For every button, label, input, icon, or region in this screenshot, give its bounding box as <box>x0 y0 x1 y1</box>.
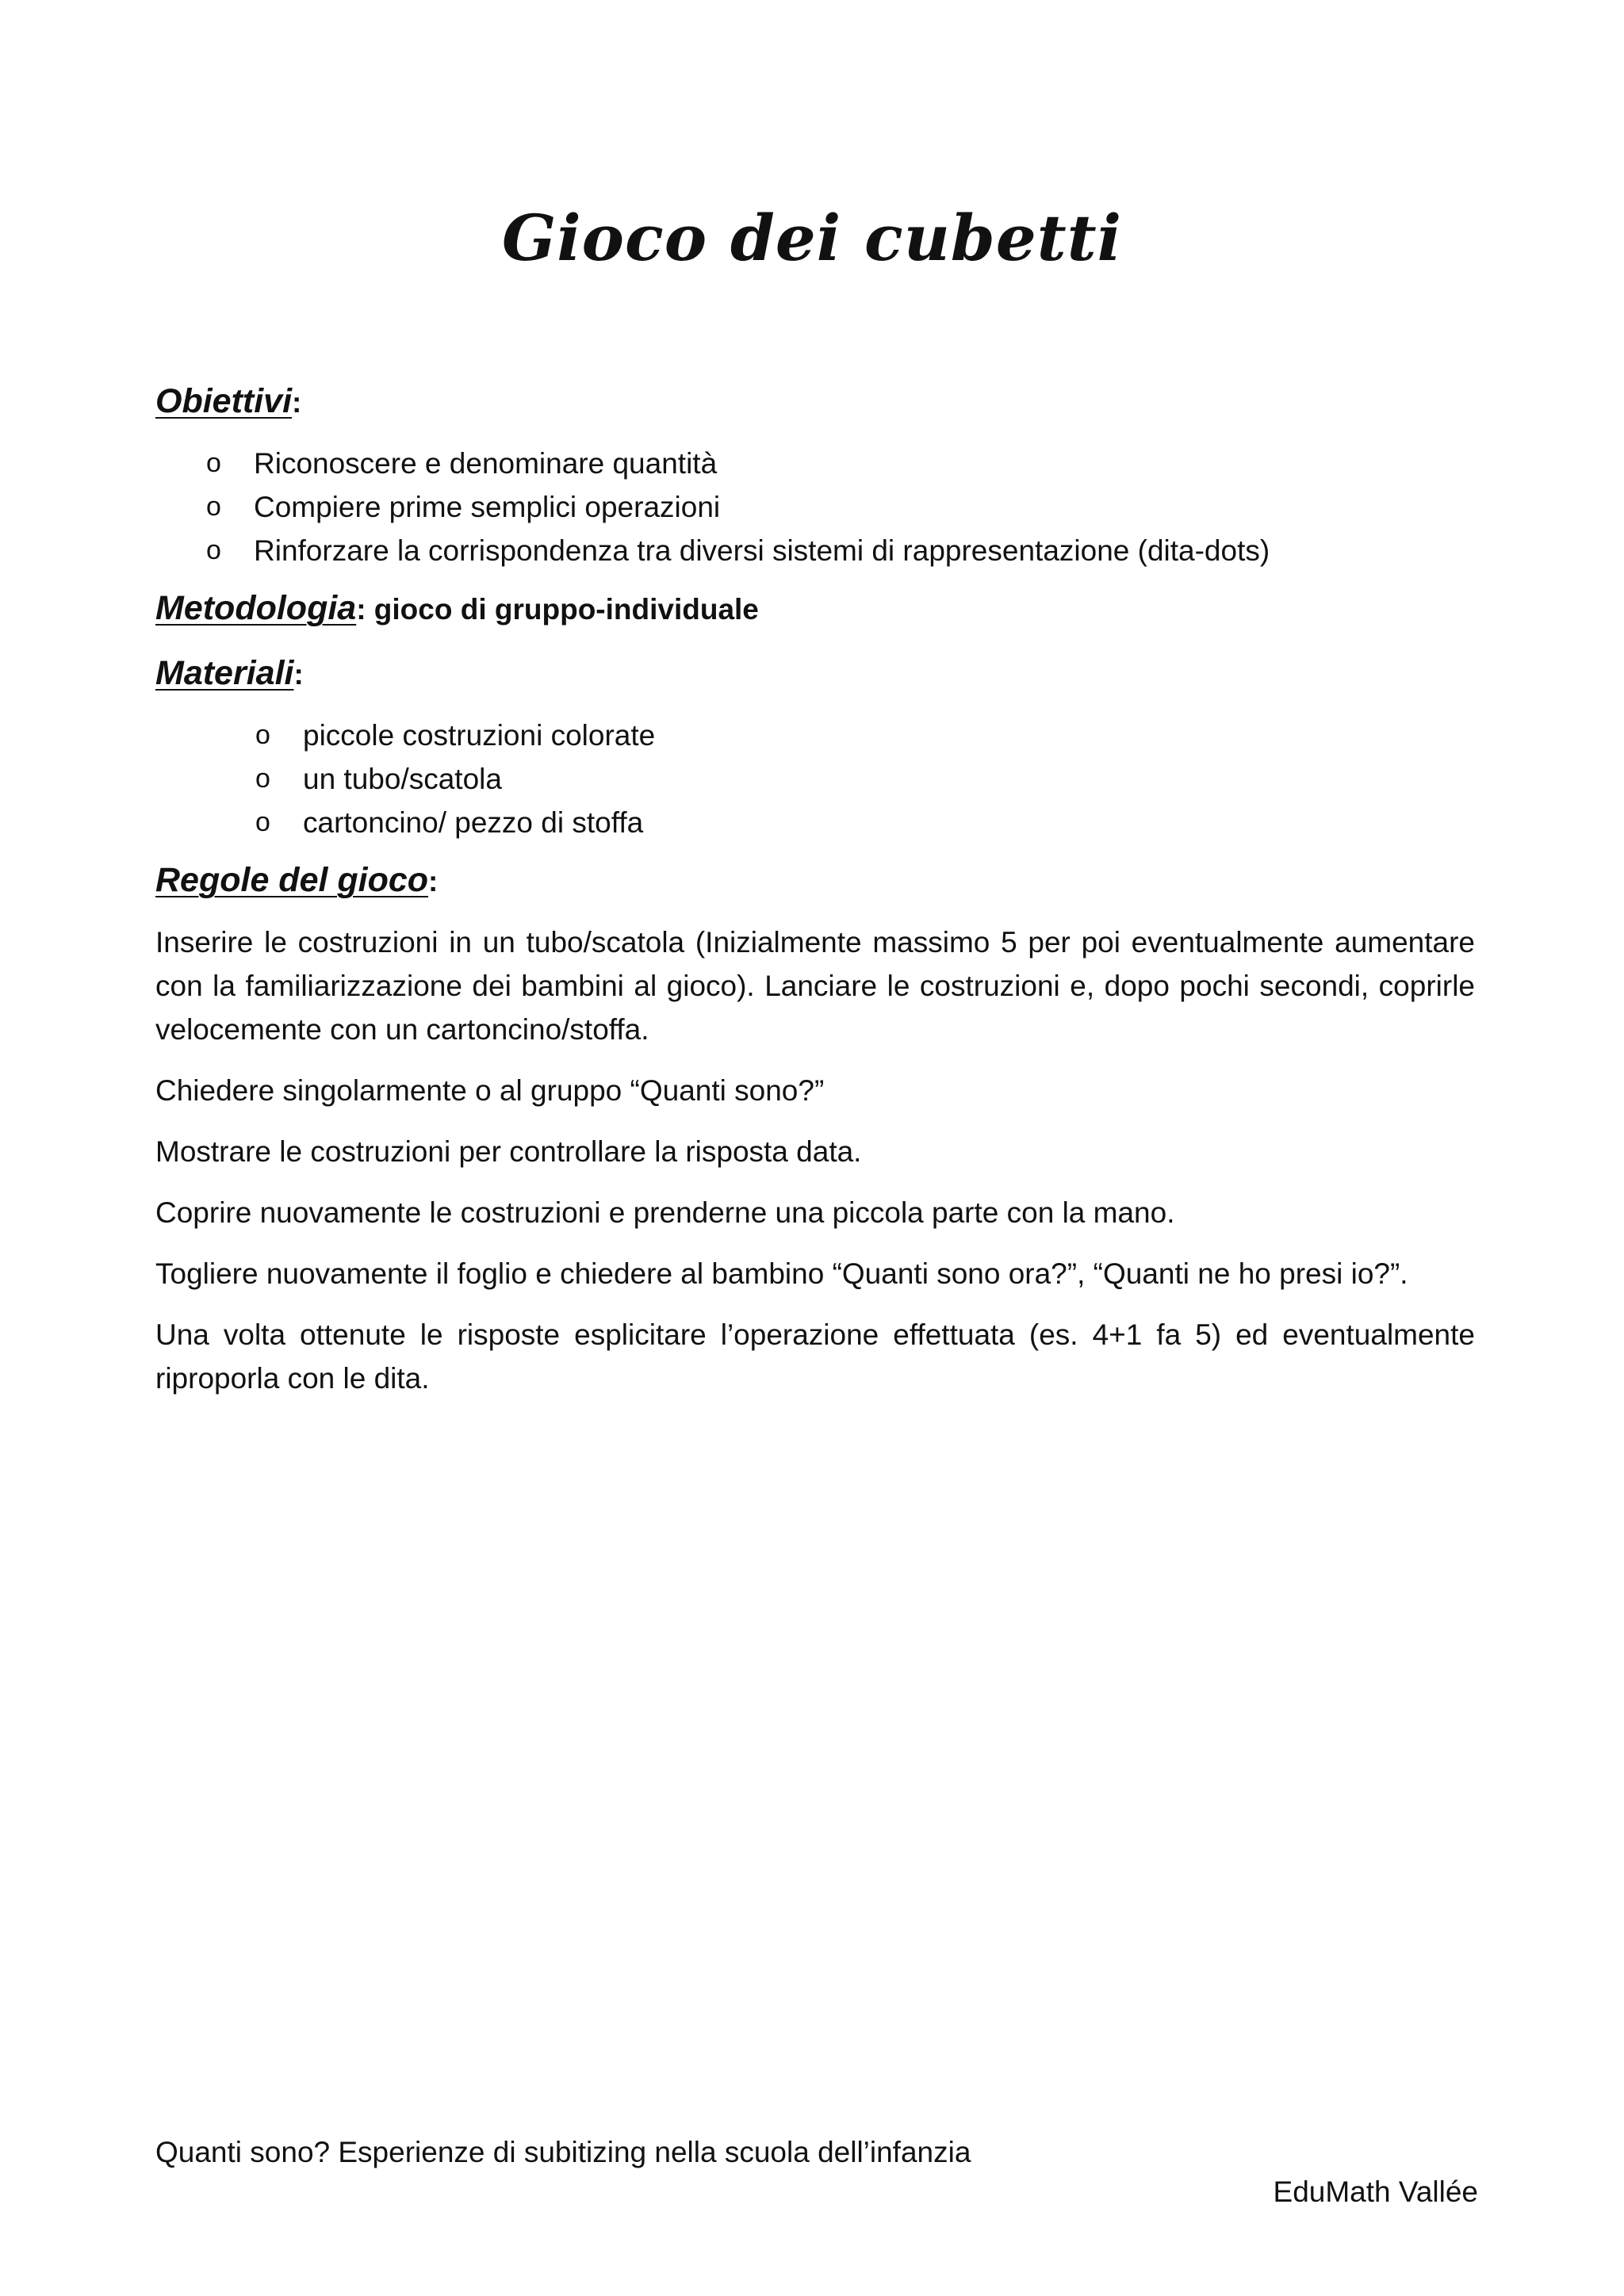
list-item <box>155 714 1475 757</box>
regole-paragraph: Togliere nuovamente il foglio e chiedere al bambino “Quanti sono ora?”, “Quanti ne ho presi io?”. <box>155 1257 1408 1290</box>
metodologia-heading-text: Metodologia <box>155 589 357 627</box>
regole-paragraph: Inserire le costruzioni in un tubo/scatola (Inizialmente massimo 5 per poi eventualmente aumentare con la familiarizzazione dei bambini al gioco). Lanciare le costruzioni e, dopo pochi secondi, coprirle velocemente con un cartoncino/stoffa. <box>155 926 1475 1046</box>
materiali-heading <box>155 649 1475 699</box>
list-item-text: un tubo/scatola <box>303 763 502 795</box>
list-item <box>155 757 1475 801</box>
regole-heading <box>155 855 1475 906</box>
metodologia-description: : gioco di gruppo-individuale <box>356 593 759 626</box>
regole-heading-colon: : <box>428 865 439 897</box>
materiali-heading-colon: : <box>293 658 304 691</box>
list-item-text: Rinforzare la corrispondenza tra diversi sistemi di rappresentazione (dita-dots) <box>254 534 1270 567</box>
materiali-list <box>155 714 1475 844</box>
regole-paragraph: Coprire nuovamente le costruzioni e prenderne una piccola parte con la mano. <box>155 1196 1175 1229</box>
regole-paragraph: Chiedere singolarmente o al gruppo “Quanti sono?” <box>155 1074 825 1107</box>
regole-paragraph: Mostrare le costruzioni per controllare la risposta data. <box>155 1135 862 1168</box>
list-item-text: cartoncino/ pezzo di stoffa <box>303 806 644 839</box>
circle-bullet-icon: o <box>206 535 221 565</box>
materiali-heading-text: Materiali <box>155 654 294 692</box>
circle-bullet-icon: o <box>255 720 270 750</box>
obiettivi-heading-text: Obiettivi <box>155 382 293 420</box>
list-item <box>155 529 1475 572</box>
footer-author: EduMath Vallée <box>1273 2175 1478 2208</box>
regole-paragraph: Una volta ottenute le risposte esplicitare l’operazione effettuata (es. 4+1 fa 5) ed eventualmente riproporla con le dita. <box>155 1318 1475 1395</box>
circle-bullet-icon: o <box>255 763 270 794</box>
list-item <box>155 485 1475 529</box>
list-item-text: piccole costruzioni colorate <box>303 719 656 752</box>
circle-bullet-icon: o <box>206 448 221 478</box>
obiettivi-list <box>155 442 1475 572</box>
page-title: Gioco dei cubetti <box>501 201 1123 275</box>
obiettivi-heading <box>155 377 1475 427</box>
list-item <box>155 801 1475 844</box>
document-body <box>155 377 1475 1400</box>
metodologia-heading <box>155 584 1475 634</box>
obiettivi-heading-colon: : <box>292 386 302 419</box>
circle-bullet-icon: o <box>255 807 270 837</box>
list-item <box>155 442 1475 485</box>
circle-bullet-icon: o <box>206 492 221 522</box>
list-item-text: Riconoscere e denominare quantità <box>254 447 718 480</box>
list-item-text: Compiere prime semplici operazioni <box>254 491 721 523</box>
regole-heading-text: Regole del gioco <box>155 861 429 899</box>
footer-document-title: Quanti sono? Esperienze di subitizing nella scuola dell’infanzia <box>155 2136 971 2168</box>
